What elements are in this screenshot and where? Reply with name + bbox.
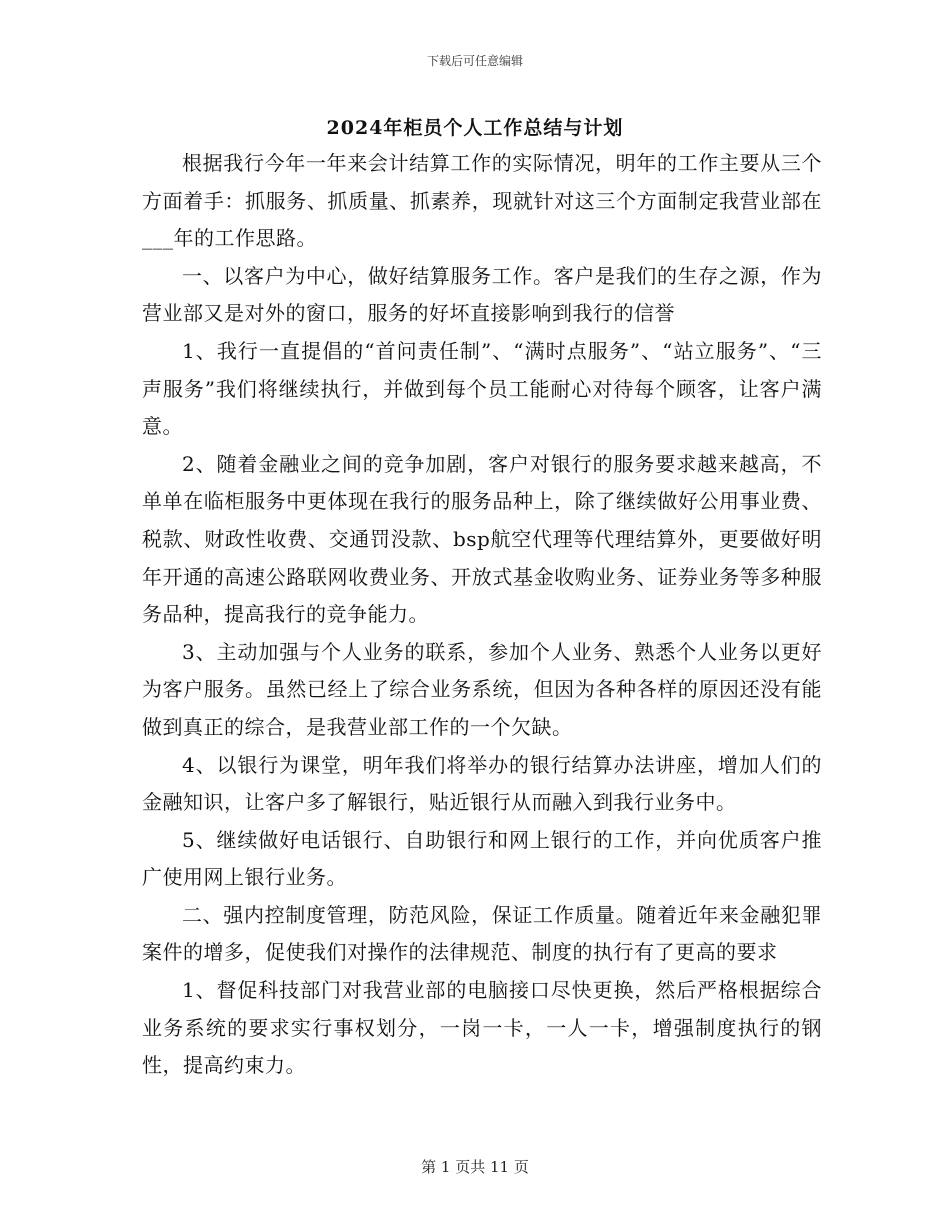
document-title: 2024年柜员个人工作总结与计划 (326, 117, 624, 139)
paragraph-section-2-heading: 二、强内控制度管理，防范风险，保证工作质量。随着近年来金融犯罪案件的增多，促使我们对操作的法律规范、制度的执行有了更高的要求 (142, 902, 822, 965)
paragraph-section-1-item-3: 3、主动加强与个人业务的联系，参加个人业务、熟悉个人业务以更好为客户服务。虽然已经上了综合业务系统，但因为各种各样的原因还没有能做到真正的综合，是我营业部工作的一个欠缺。 (142, 639, 822, 739)
paragraph-section-1-item-2: 2、随着金融业之间的竞争加剧，客户对银行的服务要求越来越高，不单单在临柜服务中更体现在我行的服务品种上，除了继续做好公用事业费、税款、财政性收费、交通罚没款、bsp航空代理等代理结算外，更要做好明年开通的高速公路联网收费业务、开放式基金收购业务、证券业务等多种服务品种，提高我行的竞争能力。 (142, 451, 822, 627)
paragraph-section-2-item-1: 1、督促科技部门对我营业部的电脑接口尽快更换，然后严格根据综合业务系统的要求实行事权划分，一岗一卡，一人一卡，增强制度执行的钢性，提高约束力。 (142, 978, 822, 1078)
page-header-note: 下载后可任意编辑 (426, 54, 523, 68)
paragraph-section-1-item-1: 1、我行一直提倡的“首问责任制”、“满时点服务”、“站立服务”、“三声服务”我们将继续执行，并做到每个员工能耐心对待每个顾客，让客户满意。 (142, 338, 822, 439)
page-number: 第 1 页共 11 页 (421, 1158, 529, 1176)
document-body (142, 145, 822, 1085)
paragraph-intro: 根据我行今年一年来会计结算工作的实际情况，明年的工作主要从三个方面着手：抓服务、抓质量、抓素养，现就针对这三个方面制定我营业部在___年的工作思路。 (142, 151, 822, 251)
paragraph-section-1-heading: 一、以客户为中心，做好结算服务工作。客户是我们的生存之源，作为营业部又是对外的窗口，服务的好坏直接影响到我行的信誉 (142, 263, 822, 326)
paragraph-section-1-item-5: 5、继续做好电话银行、自助银行和网上银行的工作，并向优质客户推广使用网上银行业务。 (142, 827, 822, 890)
paragraph-section-1-item-4: 4、以银行为课堂，明年我们将举办的银行结算办法讲座，增加人们的金融知识，让客户多了解银行，贴近银行从而融入到我行业务中。 (142, 752, 822, 815)
